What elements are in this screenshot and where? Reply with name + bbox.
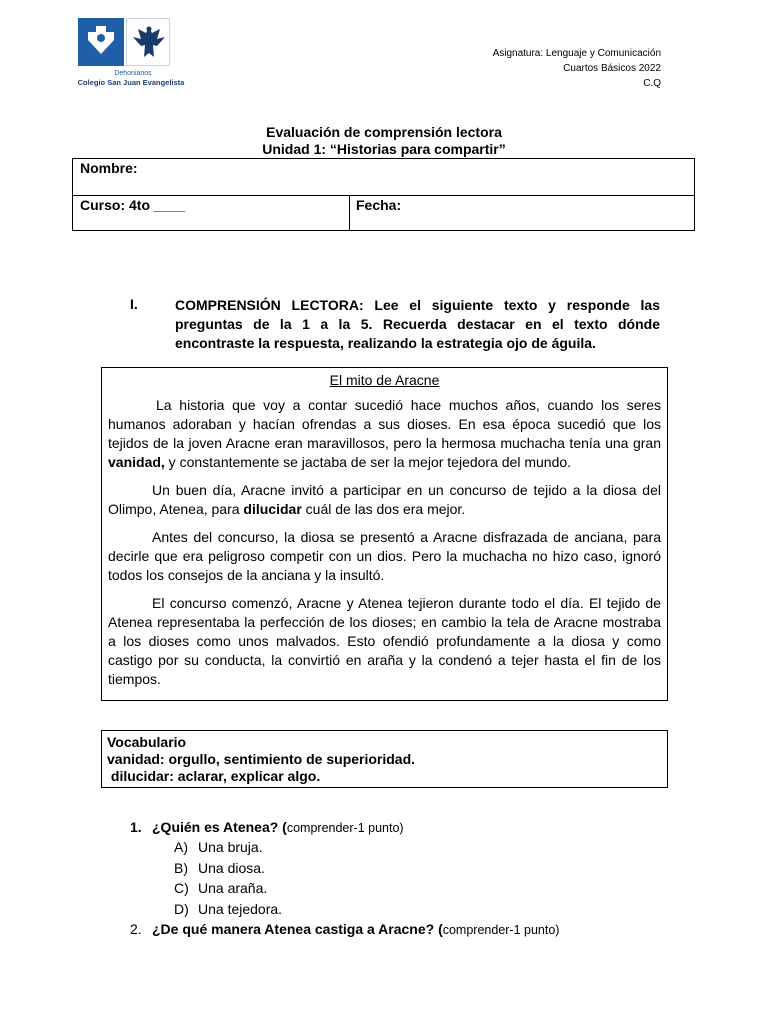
answer-option[interactable]: D) Una tejedora. <box>174 900 283 917</box>
question-number: 1. <box>130 819 142 835</box>
keyword-dilucidar: dilucidar <box>243 501 302 517</box>
cross-heart-icon <box>78 18 124 66</box>
reading-paragraph-2: Un buen día, Aracne invitó a participar en un concurso de tejido a la diosa del Olimpo, Atenea, para dilucidar cuál de las dos era mejor. <box>108 482 661 517</box>
section-number: I. <box>130 296 138 312</box>
school-logo <box>78 18 188 90</box>
eagle-icon <box>126 18 170 66</box>
question-number: 2. <box>130 921 142 937</box>
vocabulary-heading: Vocabulario <box>107 734 187 750</box>
student-info-table <box>72 158 695 231</box>
teacher-initials: C.Q <box>643 78 661 89</box>
page-subtitle: Unidad 1: “Historias para compartir” <box>262 141 506 157</box>
name-field[interactable]: Nombre: <box>80 160 138 176</box>
page-title: Evaluación de comprensión lectora <box>266 124 502 140</box>
reading-title: El mito de Aracne <box>329 372 440 388</box>
question-skill: comprender-1 punto) <box>442 923 560 937</box>
reading-paragraph-4: El concurso comenzó, Aracne y Atenea tejieron durante todo el día. El tejido de Atenea representaba la perfección de los dioses; en cambio la tela de Aracne mostraba a los dioses como unos malvados. Esto ofendió profundamente a la diosa y como castigo por su conducta, la convirtió en araña y la condenó a tejer hasta el fin de los tiempos. <box>108 595 661 687</box>
keyword-vanidad: vanidad, <box>108 454 165 470</box>
answer-option[interactable]: C) Una araña. <box>174 880 268 896</box>
vocabulary-box <box>101 730 668 788</box>
vocabulary-item: dilucidar: aclarar, explicar algo. <box>107 768 321 784</box>
question-2 <box>130 919 559 940</box>
course-info <box>493 46 661 91</box>
name-row <box>73 159 694 196</box>
grade-year-label: Cuartos Básicos 2022 <box>563 63 661 74</box>
date-field[interactable]: Fecha: <box>356 197 402 213</box>
reading-paragraph-3: Antes del concurso, la diosa se presentó a Aracne disfrazada de anciana, para decirle que era peligroso competir con un dios. Pero la muchacha no hizo caso, ignoró todos los consejos de la anciana y la insultó. <box>108 529 661 583</box>
reading-text-box <box>101 367 668 701</box>
answer-option[interactable]: B) Una diosa. <box>174 859 265 876</box>
question-text: ¿De qué manera Atenea castiga a Aracne? ( <box>152 921 443 937</box>
vocabulary-item: vanidad: orgullo, sentimiento de superioridad. <box>107 751 416 767</box>
question-1 <box>130 817 404 838</box>
question-skill: comprender-1 punto) <box>286 821 404 835</box>
subject-label: Asignatura: Lenguaje y Comunicación <box>492 48 661 59</box>
course-field[interactable]: Curso: 4to ____ <box>80 197 186 213</box>
section-instructions: COMPRENSIÓN LECTORA: Lee el siguiente texto y responde las preguntas de la 1 a la 5. Recuerda destacar en el texto dónde encontraste la respuesta, realizando la estrategia ojo de águila. <box>175 297 660 351</box>
table-divider <box>349 195 350 230</box>
question-text: ¿Quién es Atenea? ( <box>152 819 287 835</box>
reading-paragraph-1: La historia que voy a contar sucedió hace muchos años, cuando los seres humanos adoraban y hacían ofrendas a sus dioses. En esa época sucedió que los tejidos de la joven Aracne eran maravillosos, pero la hermosa muchacha tenía una gran vanidad, y constantemente se jactaba de ser la mejor tejedora del mundo. <box>108 397 661 470</box>
answer-option[interactable]: A) Una bruja. <box>174 839 263 855</box>
logo-caption: Dehonianos <box>114 70 152 77</box>
school-name: Colegio San Juan Evangelista <box>77 78 185 87</box>
